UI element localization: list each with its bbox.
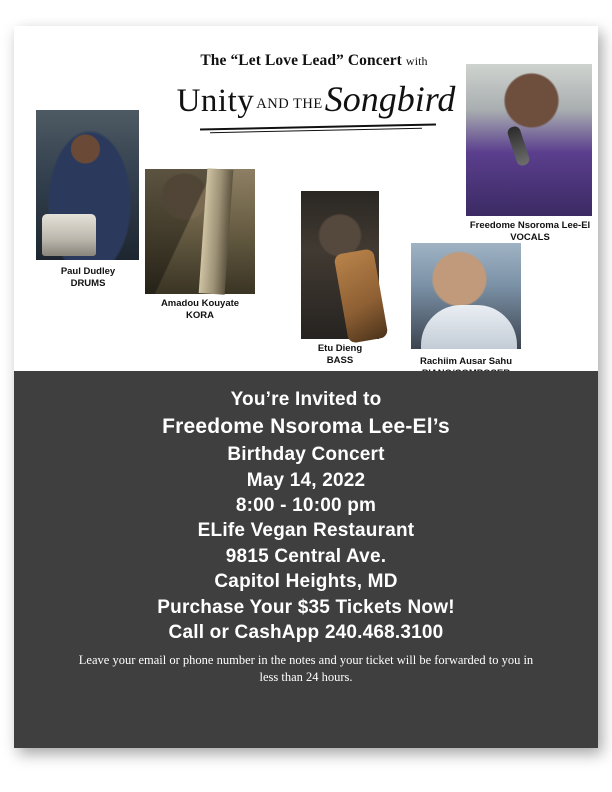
concert-headline-with: with [405,54,428,68]
performer-caption-amadou-kouyate [136,298,264,322]
invite-occasion: Birthday Concert [227,444,385,466]
performer-name: Etu Dieng [317,343,363,354]
band-logo [166,78,466,120]
concert-headline [164,52,464,70]
invite-ticket-price: Purchase Your $35 Tickets Now! [157,596,455,618]
performer-caption-paul-dudley [24,266,152,290]
performer-photo-etu-dieng [301,191,379,339]
performer-photo-amadou-kouyate [145,169,255,294]
invite-city-state: Capitol Heights, MD [214,571,398,593]
invite-note: Leave your email or phone number in the notes and your ticket will be forwarded to you in less than 24 hours. [78,653,534,685]
invite-venue: ELife Vegan Restaurant [197,520,415,542]
performer-photo-rachiim-ausar-sahu [411,243,521,349]
photo-artwork [411,243,521,349]
performer-role: BASS [326,354,354,366]
invite-time: 8:00 - 10:00 pm [235,494,377,516]
performer-photo-freedome-nsoroma-lee-el [466,64,592,216]
performer-photo-panel [14,26,598,371]
performer-photo-paul-dudley [36,110,139,260]
invite-address: 9815 Central Ave. [225,545,387,567]
invite-contact: Call or CashApp 240.468.3100 [168,622,444,644]
invite-date: May 14, 2022 [246,469,366,491]
performer-name: Freedome Nsoroma Lee-El [469,220,591,231]
performer-role: DRUMS [70,277,106,289]
concert-headline-text: The “Let Love Lead” Concert [200,52,402,69]
band-logo-songbird: Songbird [324,79,456,119]
photo-artwork [466,64,592,216]
band-logo-connector: AND THE [256,96,323,112]
photo-artwork [36,110,139,260]
invitation-details [14,371,598,686]
performer-name: Paul Dudley [60,266,116,277]
photo-artwork [301,191,379,339]
photo-artwork [145,169,255,294]
performer-caption-etu-dieng [286,343,394,367]
performer-role: KORA [186,309,214,321]
performer-caption-freedome-nsoroma-lee-el [451,220,609,244]
concert-flyer [14,26,598,748]
invite-honoree-name: Freedome Nsoroma Lee-El’s [162,415,450,439]
band-logo-unity: Unity [176,83,255,119]
performer-role: VOCALS [510,231,550,243]
invitation-panel [14,371,598,748]
performer-name: Amadou Kouyate [160,298,240,309]
invite-intro-line: You’re Invited to [230,389,382,410]
performer-name: Rachiim Ausar Sahu [419,356,513,367]
